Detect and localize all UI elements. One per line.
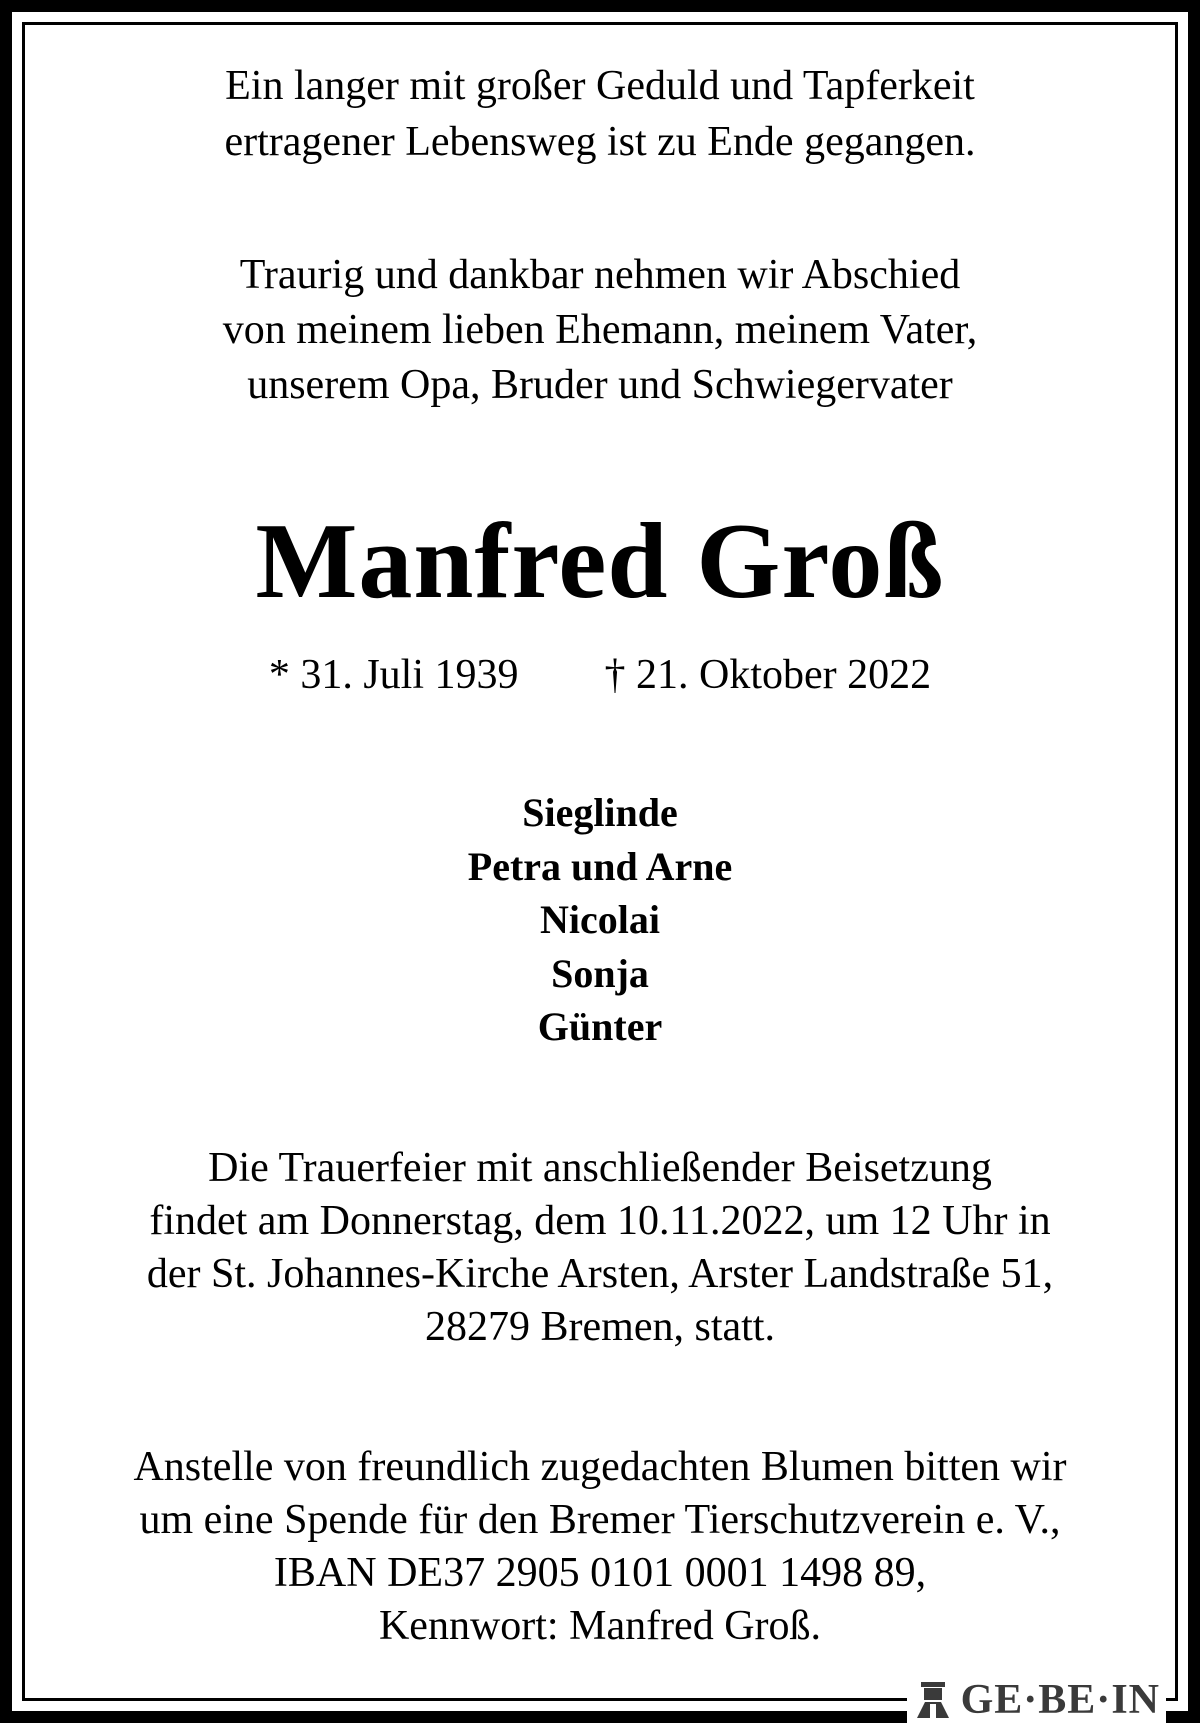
mourner-name: Sieglinde	[522, 790, 678, 835]
mourner-name: Sonja	[551, 950, 649, 996]
service-details	[25, 1142, 1175, 1354]
life-dates	[25, 647, 1175, 703]
donation-line: um eine Spende für den Bremer Tierschutzverein e. V.,	[139, 1497, 1061, 1543]
farewell-text	[25, 248, 1175, 413]
logo-text: GE·BE·IN	[960, 1677, 1160, 1723]
farewell-line: Traurig und dankbar nehmen wir Abschied	[239, 252, 961, 298]
donation-request	[25, 1441, 1175, 1653]
mourners-list	[25, 786, 1175, 1054]
service-line: der St. Johannes-Kirche Arsten, Arster Landstraße 51,	[146, 1251, 1054, 1297]
service-line: Die Trauerfeier mit anschließender Beisetzung	[208, 1145, 992, 1191]
mourner-name: Nicolai	[540, 897, 660, 942]
donation-line: IBAN DE37 2905 0101 0001 1498 89,	[273, 1550, 927, 1596]
mourner-name: Petra und Arne	[467, 843, 733, 889]
service-line: 28279 Bremen, statt.	[425, 1304, 775, 1350]
service-line: findet am Donnerstag, dem 10.11.2022, um 12 Uhr in	[149, 1198, 1051, 1244]
mourner-name: Günter	[537, 1004, 663, 1049]
deceased-name: Manfred Groß	[255, 502, 945, 621]
intro-text	[25, 58, 1175, 170]
farewell-line: von meinem lieben Ehemann, meinem Vater,	[222, 307, 978, 353]
pillar-logo-icon	[913, 1680, 953, 1720]
intro-line: ertragener Lebensweg ist zu Ende gegangen.	[224, 119, 976, 165]
farewell-line: unserem Opa, Bruder und Schwiegervater	[247, 362, 953, 408]
birth-date: * 31. Juli 1939	[268, 652, 519, 698]
donation-line: Kennwort: Manfred Groß.	[378, 1603, 822, 1649]
intro-line: Ein langer mit großer Geduld und Tapferkeit	[225, 63, 975, 109]
death-date: † 21. Oktober 2022	[604, 652, 932, 698]
donation-line: Anstelle von freundlich zugedachten Blumen bitten wir	[133, 1444, 1067, 1490]
publisher-logo	[907, 1677, 1166, 1723]
